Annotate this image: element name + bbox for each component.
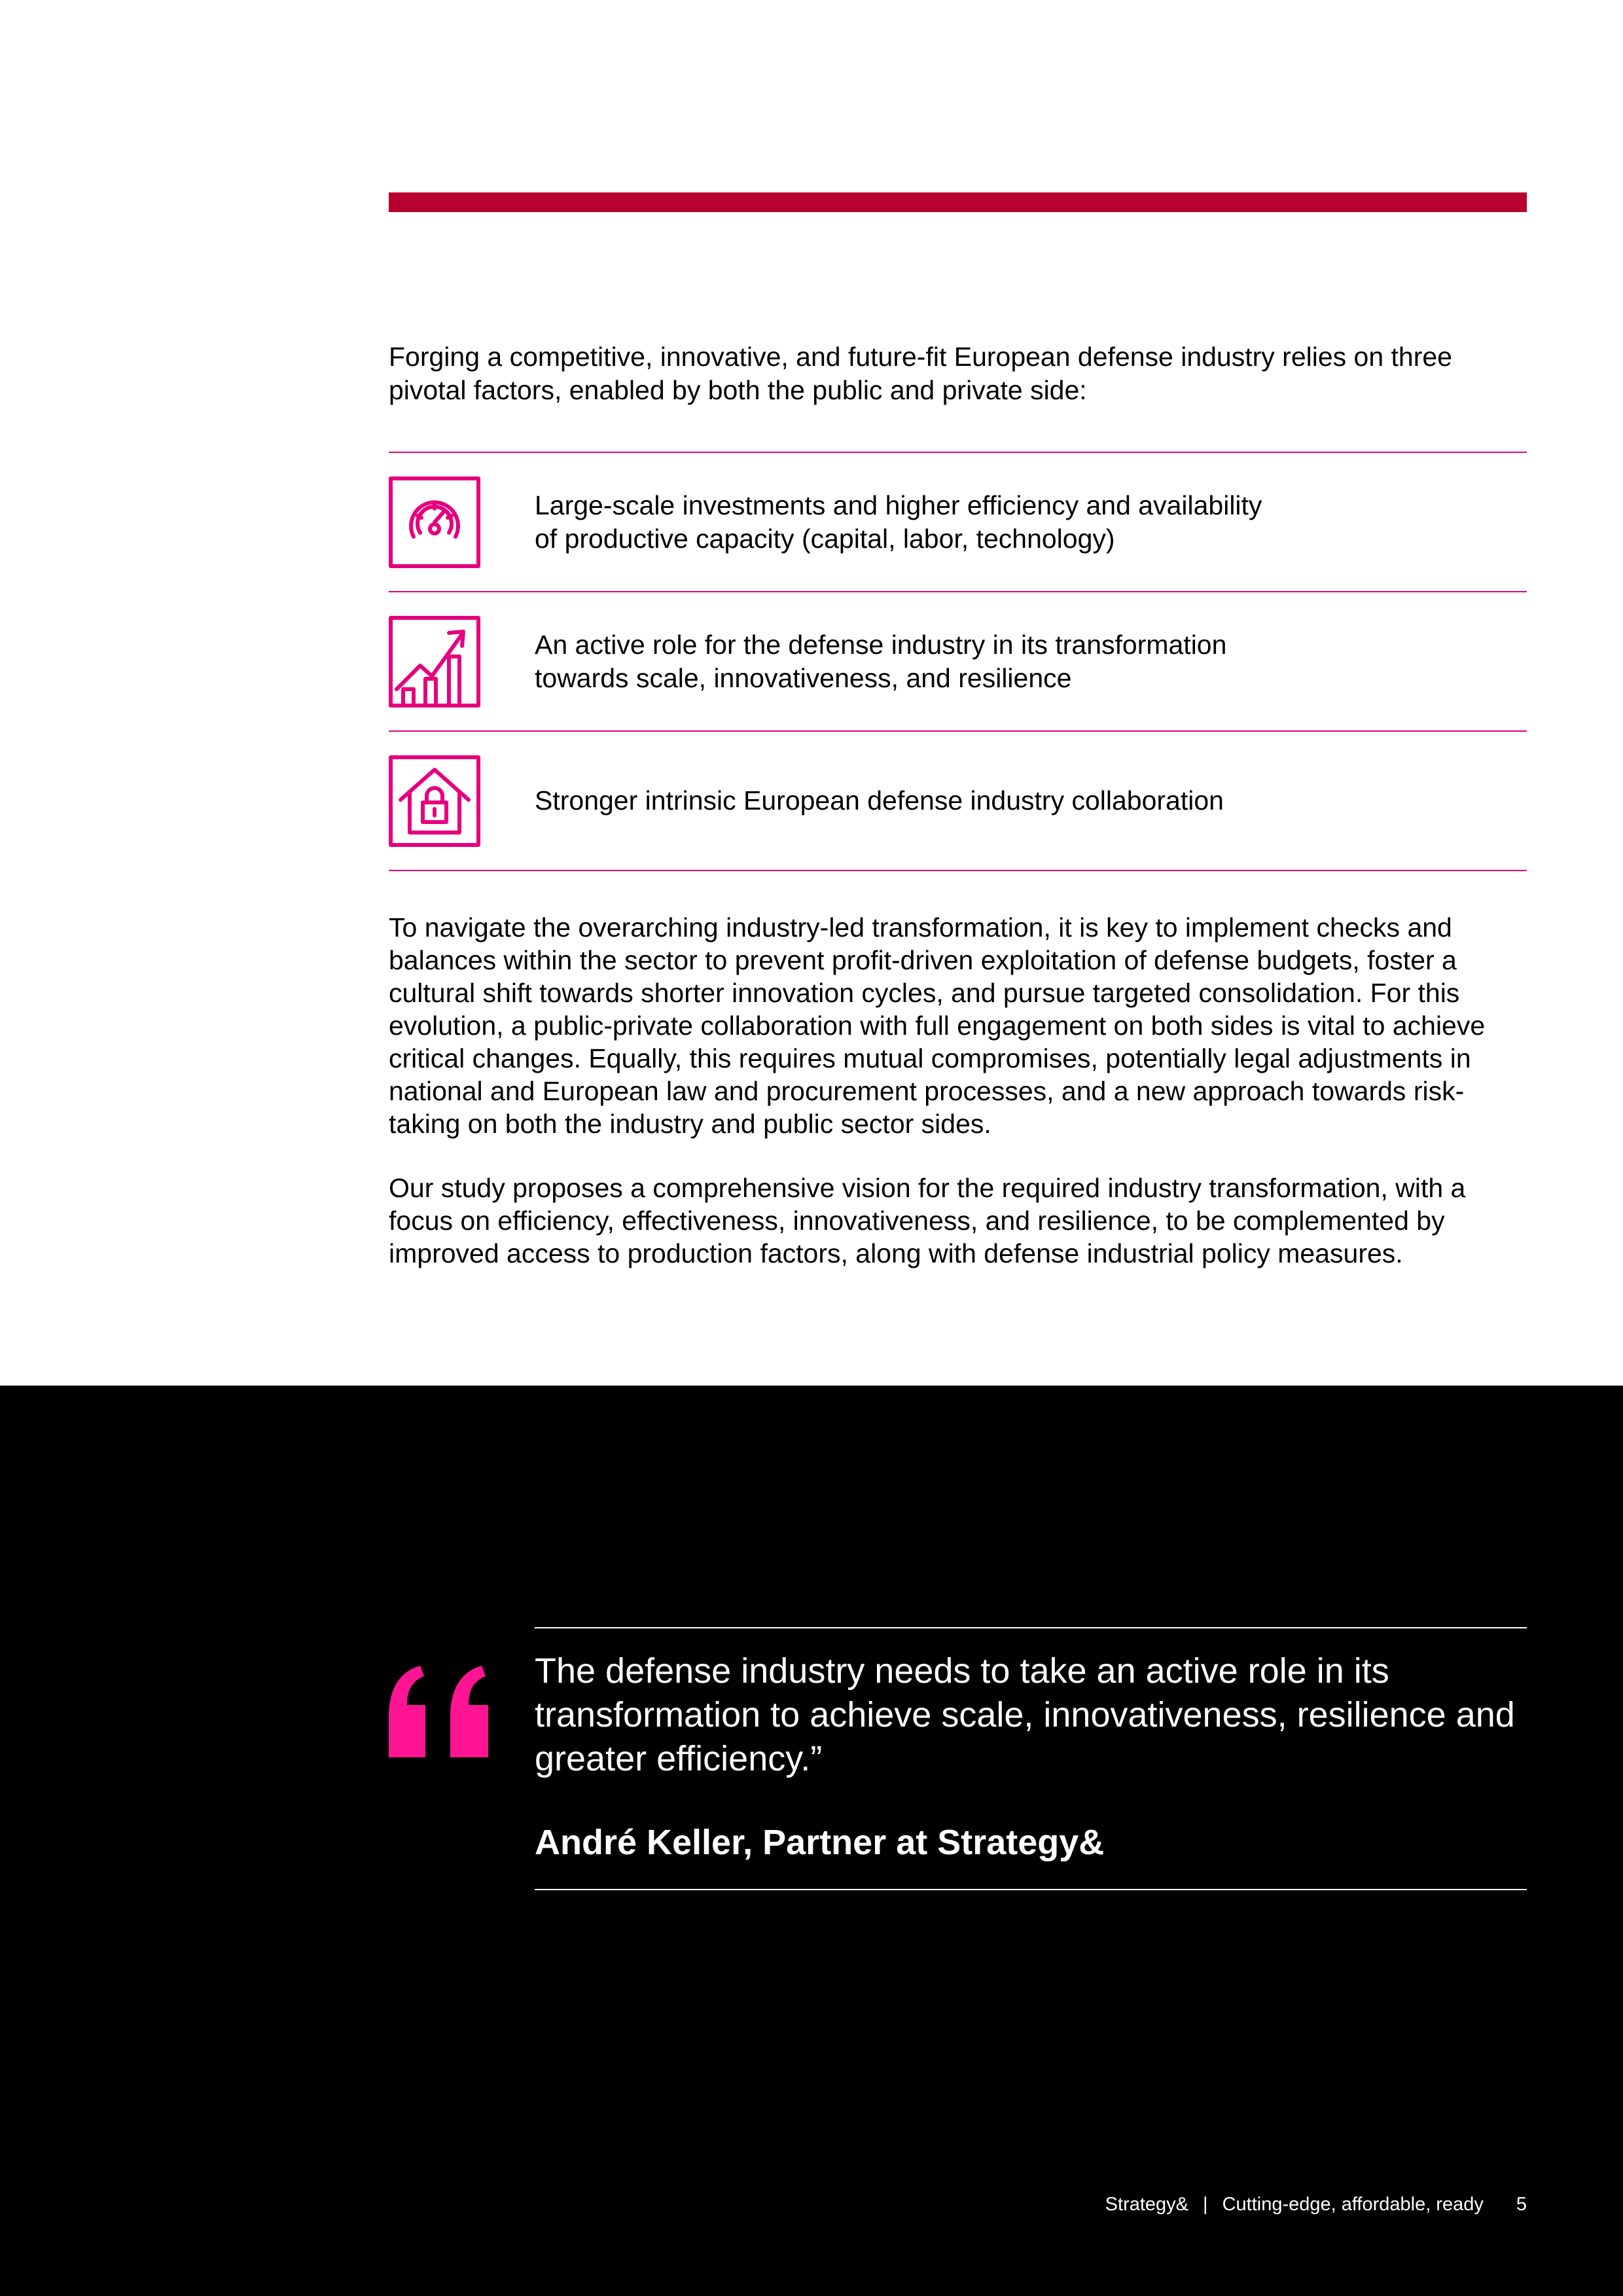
page-footer <box>1105 2193 1527 2216</box>
quote-text: The defense industry needs to take an active role in its transformation to achieve scale, innovativeness, resilience and greater efficiency.” <box>535 1651 1515 1778</box>
factor-text: Large-scale investments and higher efficiency and availability of productive capacity (capital, labor, technology) <box>535 490 1262 554</box>
accent-bar <box>389 192 1527 212</box>
body-paragraph-1: To navigate the overarching industry-led transformation, it is key to implement checks and balances within the sector to prevent profit-driven exploitation of defense budgets, foster a cultural shift towards shorter innovation cycles, and pursue targeted consolidation. For this evolution, a public-private collaboration with full engagement on both sides is vital to achieve critical changes. Equally, this requires mutual compromises, potentially legal adjustments in national and European law and procurement processes, and a new approach towards risk-taking on both the industry and public sector sides. <box>389 912 1486 1139</box>
speedometer-icon <box>389 476 480 568</box>
factor-list <box>389 452 1527 871</box>
body-paragraph-2: Our study proposes a comprehensive vision for the required industry transformation, with a focus on efficiency, effectiveness, innovativeness, and resilience, to be complemented by improved access to production factors, along with defense industrial policy measures. <box>389 1173 1466 1268</box>
factor-item-capacity <box>389 453 1527 592</box>
factor-item-collaboration <box>389 732 1527 871</box>
footer-separator: | <box>1203 2194 1208 2215</box>
growth-chart-icon <box>389 616 480 708</box>
intro-paragraph: Forging a competitive, innovative, and future-fit European defense industry relies on three pivotal factors, enabled by both the public and private side: <box>389 342 1452 405</box>
quote-divider-top <box>535 1627 1527 1628</box>
quote-author: André Keller, Partner at Strategy& <box>535 1823 1105 1862</box>
factor-text: An active role for the defense industry in its transformation towards scale, innovativeness, and resilience <box>535 629 1227 693</box>
house-lock-icon <box>389 755 480 847</box>
page-number: 5 <box>1516 2194 1527 2215</box>
factor-item-transformation <box>389 592 1527 732</box>
quotation-mark-icon <box>389 1666 488 1757</box>
quote-divider-bottom <box>535 1889 1527 1890</box>
footer-brand: Strategy& <box>1105 2194 1189 2215</box>
footer-title: Cutting-edge, affordable, ready <box>1222 2194 1484 2215</box>
factor-text: Stronger intrinsic European defense industry collaboration <box>535 785 1224 816</box>
